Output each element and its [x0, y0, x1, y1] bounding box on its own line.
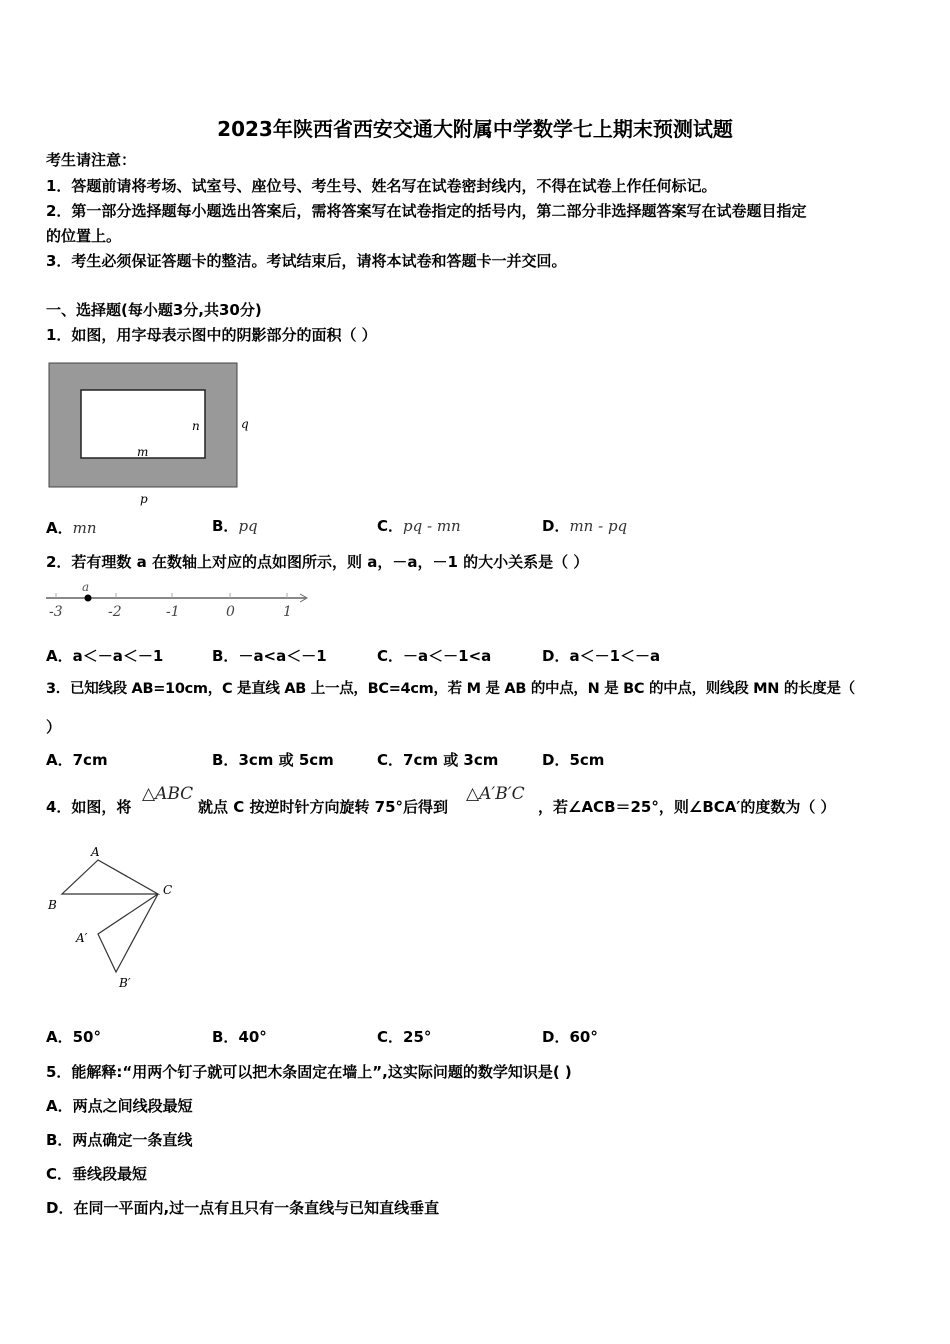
q2-number-line [44, 578, 314, 623]
q2-option-c[interactable] [377, 646, 491, 666]
q3-option-a[interactable] [46, 750, 108, 770]
notice-item: 2．第一部分选择题每小题选出答案后，需将答案写在试卷指定的括号内，第二部分非选择题答案写在试卷题目指定 [46, 202, 807, 220]
notice-item: 3．考生必须保证答题卡的整洁。考试结束后，请将本试卷和答题卡一并交回。 [46, 252, 567, 270]
notice-item: 1．答题前请将考场、试室号、座位号、考生号、姓名写在试卷密封线内，不得在试卷上作任何标记。 [46, 177, 717, 195]
option-text: 50° [72, 1028, 101, 1046]
notice-heading: 考生请注意： [46, 151, 137, 169]
section-heading: 一、选择题(每小题3分,共30分) [46, 301, 262, 319]
option-text: 60° [569, 1028, 598, 1046]
label-m: m [137, 445, 149, 459]
point-a [85, 595, 92, 602]
q2-option-a[interactable] [46, 646, 163, 666]
q4-triangle-a1b1c: △A′B′C [466, 784, 525, 804]
q5-stem: 5．能解释:“用两个钉子就可以把木条固定在墙上”,这实际问题的数学知识是( ) [46, 1063, 572, 1081]
label-A: A [91, 845, 100, 859]
notice-item: 的位置上。 [46, 227, 122, 245]
option-letter: C． [377, 1028, 404, 1046]
point-a-label: a [82, 580, 90, 594]
tick-label: 1 [283, 604, 292, 620]
q5-option-c[interactable]: C．垂线段最短 [46, 1165, 148, 1183]
option-text: pq [238, 517, 258, 535]
q1-option-d[interactable] [542, 516, 627, 536]
q2-stem: 2．若有理数 a 在数轴上对应的点如图所示，则 a，－a，－1 的大小关系是（ ） [46, 553, 589, 571]
option-letter: B． [212, 517, 239, 535]
option-text: mn [72, 519, 97, 537]
q4-stem-b: 就点 C 按逆时针方向旋转 75°后得到 [198, 798, 449, 816]
label-A-prime: A′ [76, 931, 88, 945]
tick-label: -2 [108, 604, 122, 620]
q4-option-a[interactable] [46, 1027, 101, 1047]
option-text: －a＜－1<a [403, 647, 492, 665]
label-p: p [140, 492, 148, 506]
tick-label: 0 [226, 604, 235, 620]
label-q: q [241, 417, 249, 431]
q3-stem-end: ） [46, 718, 62, 736]
option-letter: D． [542, 517, 570, 535]
tick-label: -3 [49, 604, 63, 620]
label-n: n [192, 419, 200, 433]
option-text: 7cm [72, 751, 108, 769]
option-text: a＜－1＜－a [569, 647, 661, 665]
q4-stem-a: 4．如图，将 [46, 798, 132, 816]
option-letter: D． [542, 751, 570, 769]
option-text: mn - pq [569, 517, 628, 535]
option-text: 40° [238, 1028, 267, 1046]
option-letter: C． [377, 517, 404, 535]
q3-option-d[interactable] [542, 750, 604, 770]
option-text: 3cm 或 5cm [238, 751, 334, 769]
q5-option-a[interactable]: A．两点之间线段最短 [46, 1097, 193, 1115]
tick-label: -1 [166, 604, 180, 620]
label-C: C [163, 883, 173, 897]
option-letter: D． [542, 647, 570, 665]
q4-option-b[interactable] [212, 1027, 267, 1047]
label-B-prime: B′ [119, 976, 131, 990]
q4-option-c[interactable] [377, 1027, 431, 1047]
q1-option-b[interactable] [212, 516, 258, 536]
option-letter: C． [377, 751, 404, 769]
option-text: 5cm [569, 751, 605, 769]
q4-stem-c: ，若∠ACB＝25°，则∠BCA′的度数为（ ） [538, 798, 836, 816]
option-letter: B． [212, 1028, 239, 1046]
q1-figure [46, 360, 266, 508]
option-letter: C． [377, 647, 404, 665]
option-letter: B． [212, 751, 239, 769]
q4-option-d[interactable] [542, 1027, 598, 1047]
q2-option-b[interactable] [212, 646, 327, 666]
q3-stem: 3．已知线段 AB=10cm，C 是直线 AB 上一点，BC=4cm，若 M 是 AB 的中点，N 是 BC 的中点，则线段 MN 的长度是（ [46, 681, 855, 697]
q3-option-b[interactable] [212, 750, 334, 770]
q1-option-c[interactable] [377, 516, 461, 536]
option-text: a＜－a＜－1 [72, 647, 164, 665]
option-text: 7cm 或 3cm [403, 751, 499, 769]
option-letter: B． [212, 647, 239, 665]
q1-stem: 1．如图，用字母表示图中的阴影部分的面积（ ） [46, 326, 377, 344]
q5-option-d[interactable]: D．在同一平面内,过一点有且只有一条直线与已知直线垂直 [46, 1199, 440, 1217]
q4-triangle-abc: △ABC [142, 784, 194, 804]
option-letter: A． [46, 519, 73, 537]
q4-figure [44, 842, 184, 992]
option-letter: D． [542, 1028, 570, 1046]
q5-option-b[interactable]: B．两点确定一条直线 [46, 1131, 193, 1149]
option-text: pq - mn [403, 517, 461, 535]
option-text: －a<a＜－1 [238, 647, 327, 665]
q1-option-a[interactable] [46, 518, 97, 538]
q3-option-c[interactable] [377, 750, 498, 770]
option-letter: A． [46, 1028, 73, 1046]
page-title: 2023年陕西省西安交通大附属中学数学七上期末预测试题 [217, 117, 733, 141]
label-B: B [48, 898, 57, 912]
option-letter: A． [46, 647, 73, 665]
option-text: 25° [403, 1028, 432, 1046]
q2-option-d[interactable] [542, 646, 660, 666]
option-letter: A． [46, 751, 73, 769]
